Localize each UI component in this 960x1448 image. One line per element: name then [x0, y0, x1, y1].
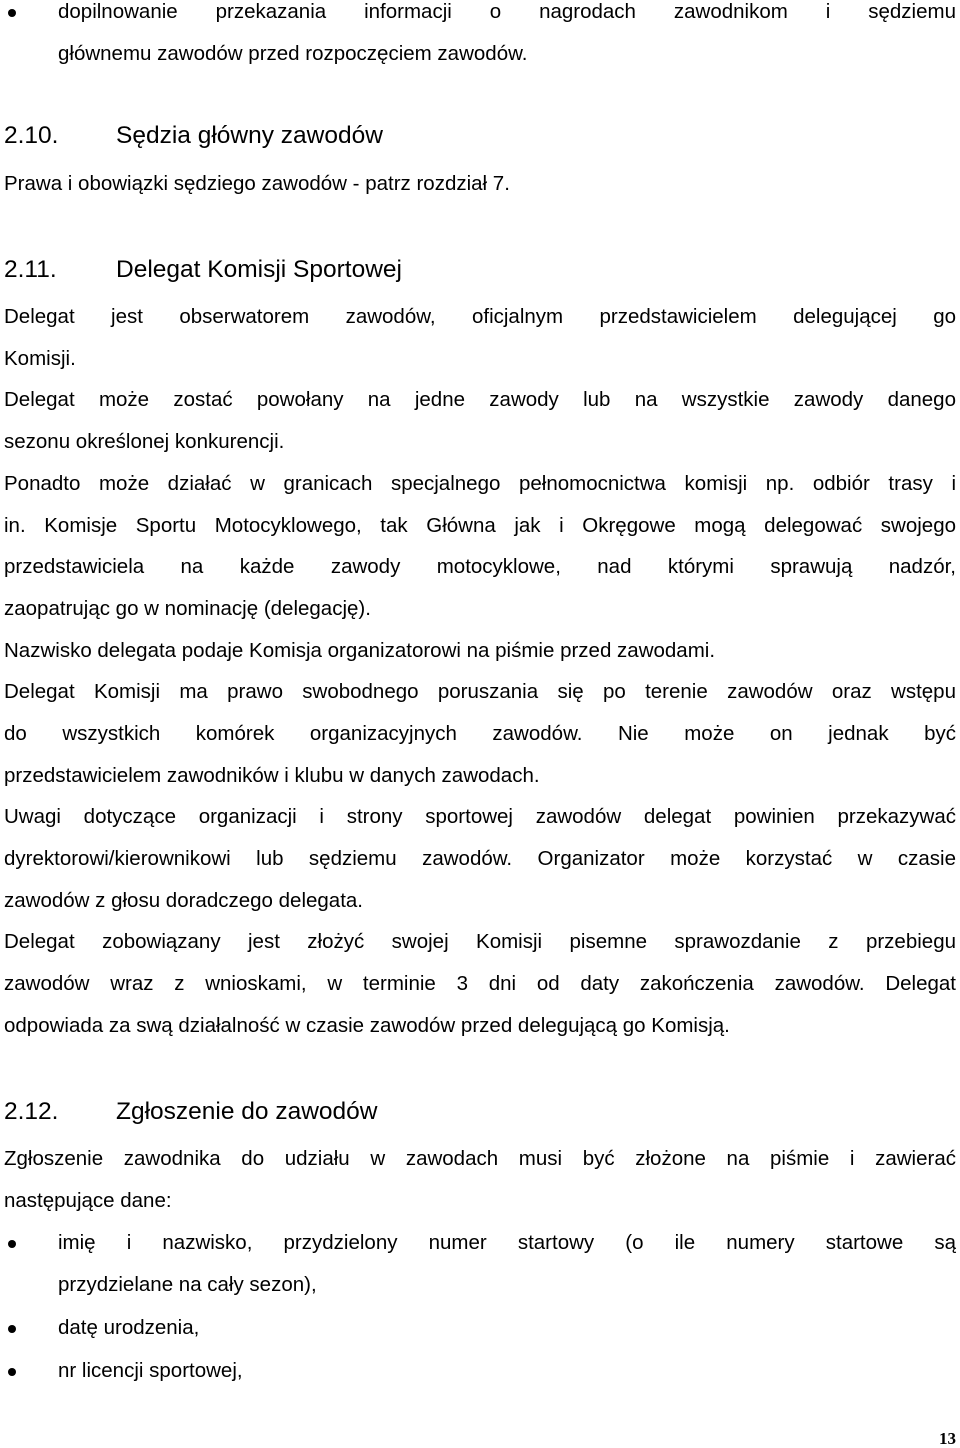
paragraph-line: Prawa i obowiązki sędziego zawodów - patrz rozdział 7. [4, 172, 510, 195]
paragraph-line: odpowiada za swą działalność w czasie zawodów przed delegującą go Komisją. [4, 1014, 730, 1037]
paragraph-line: zawodów wraz z wnioskami, w terminie 3 dni od daty zakończenia zawodów. Delegat [4, 972, 956, 995]
paragraph-line: dyrektorowi/kierownikowi lub sędziemu zawodów. Organizator może korzystać w czasie [4, 847, 956, 870]
paragraph-line: Delegat może zostać powołany na jedne zawody lub na wszystkie zawody danego [4, 388, 956, 411]
section-title: Delegat Komisji Sportowej [116, 256, 402, 283]
paragraph-line: zaopatrując go w nominację (delegację). [4, 597, 371, 620]
section-number: 2.10. [4, 122, 59, 149]
section-heading-2-12 [4, 1098, 378, 1126]
list-item-line: nr licencji sportowej, [58, 1359, 243, 1382]
paragraph-line: in. Komisje Sportu Motocyklowego, tak Główna jak i Okręgowe mogą delegować swojego [4, 514, 956, 537]
list-item-line: datę urodzenia, [58, 1316, 200, 1339]
bullet-icon [8, 1368, 16, 1376]
paragraph-line: Komisji. [4, 347, 76, 370]
section-title: Zgłoszenie do zawodów [116, 1098, 378, 1125]
paragraph-line: Ponadto może działać w granicach specjalnego pełnomocnictwa komisji np. odbiór trasy i [4, 472, 956, 495]
paragraph-line: Uwagi dotyczące organizacji i strony sportowej zawodów delegat powinien przekazywać [4, 805, 956, 828]
paragraph-line: sezonu określonej konkurencji. [4, 430, 285, 453]
bullet-line: głównemu zawodów przed rozpoczęciem zawodów. [58, 42, 528, 65]
paragraph-line: zawodów z głosu doradczego delegata. [4, 889, 363, 912]
bullet-icon [8, 1240, 16, 1248]
bullet-icon [8, 1325, 16, 1333]
page-number: 13 [939, 1429, 956, 1448]
paragraph-line: Nazwisko delegata podaje Komisja organizatorowi na piśmie przed zawodami. [4, 639, 716, 662]
paragraph-line: Zgłoszenie zawodnika do udziału w zawodach musi być złożone na piśmie i zawierać [4, 1147, 956, 1170]
paragraph-line: przedstawicielem zawodników i klubu w danych zawodach. [4, 764, 540, 787]
paragraph-line: przedstawiciela na każde zawody motocyklowe, nad którymi sprawują nadzór, [4, 555, 956, 578]
bullet-line: dopilnowanie przekazania informacji o nagrodach zawodnikom i sędziemu [58, 0, 956, 23]
paragraph-line: Delegat zobowiązany jest złożyć swojej Komisji pisemne sprawozdanie z przebiegu [4, 930, 956, 953]
bullet-icon [8, 9, 16, 17]
section-number: 2.12. [4, 1098, 59, 1125]
list-item-line: imię i nazwisko, przydzielony numer startowy (o ile numery startowe są [58, 1231, 956, 1254]
paragraph-line: następujące dane: [4, 1189, 172, 1212]
section-heading-2-10 [4, 122, 383, 150]
paragraph-line: Delegat jest obserwatorem zawodów, oficjalnym przedstawicielem delegującej go [4, 305, 956, 328]
paragraph-line: Delegat Komisji ma prawo swobodnego poruszania się po terenie zawodów oraz wstępu [4, 680, 956, 703]
paragraph-line: do wszystkich komórek organizacyjnych zawodów. Nie może on jednak być [4, 722, 956, 745]
section-title: Sędzia główny zawodów [116, 122, 383, 149]
list-item-line: przydzielane na cały sezon), [58, 1273, 317, 1296]
section-number: 2.11. [4, 256, 57, 283]
section-heading-2-11 [4, 256, 402, 284]
